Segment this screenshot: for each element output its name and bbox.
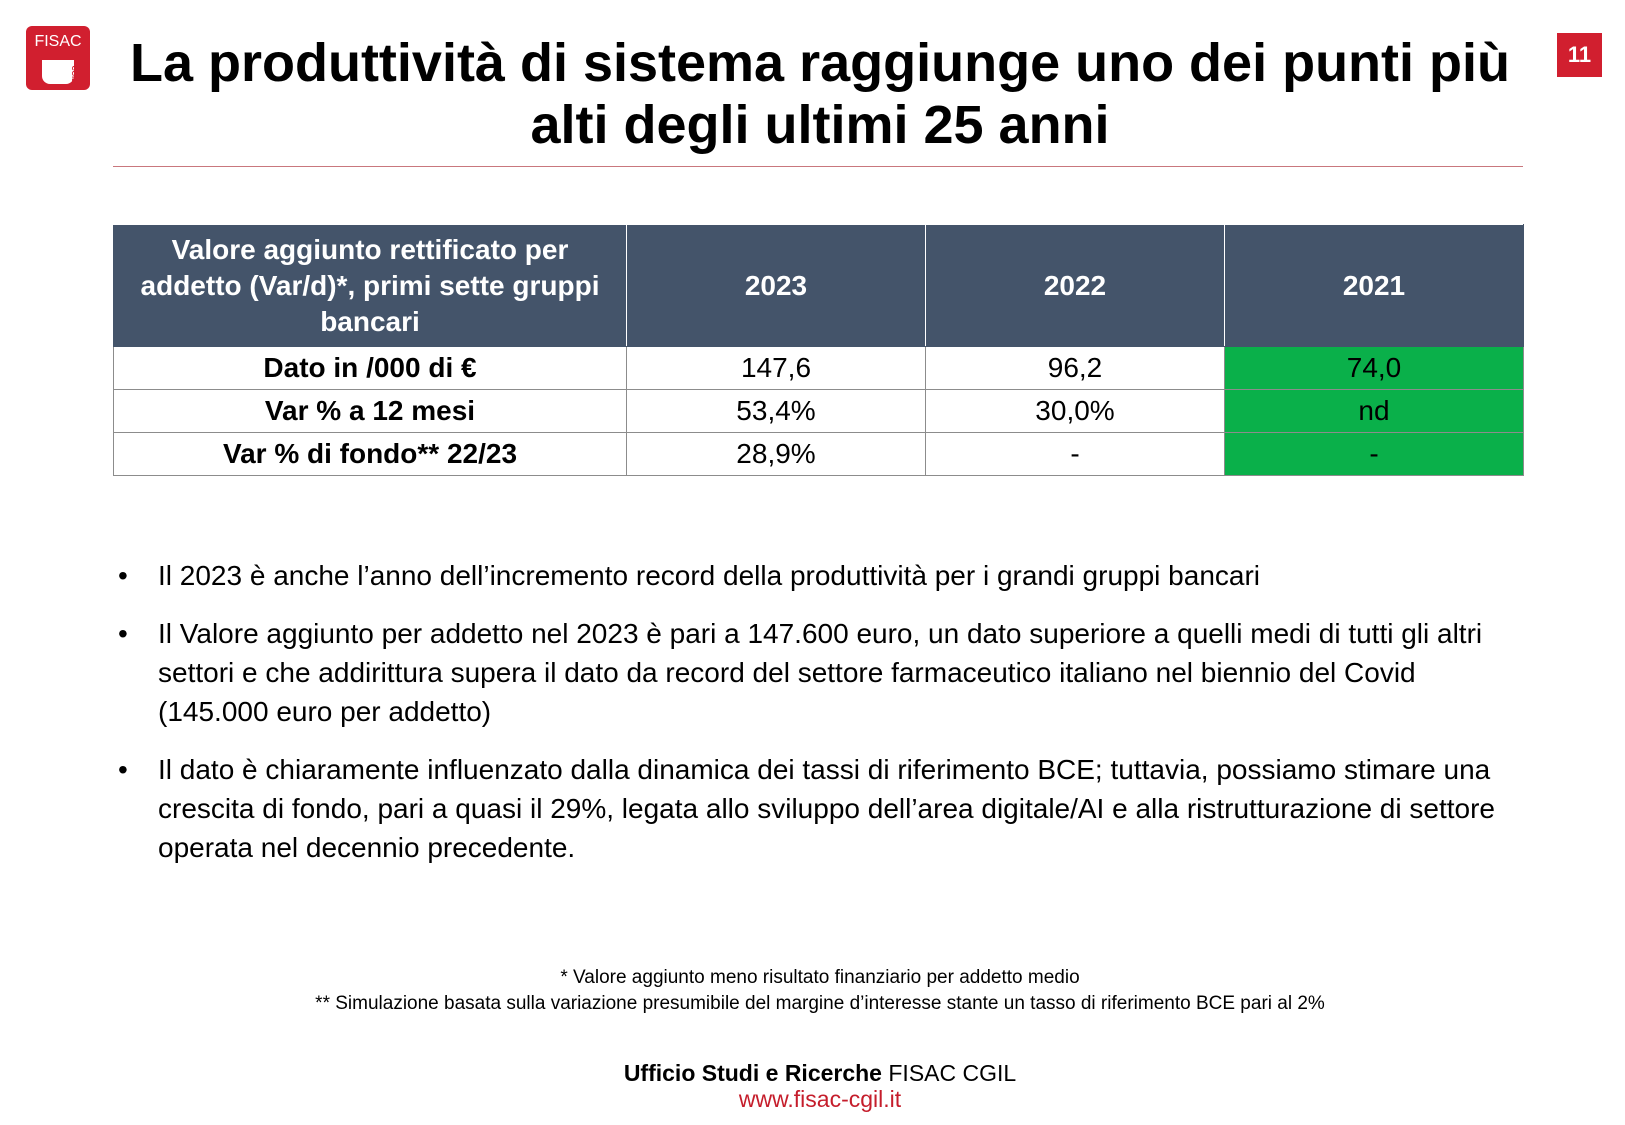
- table-header-label: Valore aggiunto rettificato per addetto (Var/d)*, primi sette gruppi bancari: [114, 225, 627, 347]
- bullet-item: [118, 556, 1518, 595]
- table-cell: 96,2: [926, 347, 1225, 390]
- bullet-dot-icon: •: [118, 618, 128, 649]
- table-header-year: 2023: [627, 225, 926, 347]
- bullet-text: Il Valore aggiunto per addetto nel 2023 è pari a 147.600 euro, un dato superiore a quelli medi di tutti gli altri settori e che addirittura supera il dato da record del settore farmaceutico italiano nel biennio del Covid (145.000 euro per addetto): [158, 618, 1483, 727]
- logo-text: FISAC: [34, 33, 82, 50]
- footer-org: FISAC CGIL: [888, 1060, 1017, 1086]
- productivity-table: [113, 224, 1524, 476]
- table-row: [114, 390, 1524, 433]
- row-label: Var % di fondo** 22/23: [114, 433, 627, 476]
- bullet-text: Il 2023 è anche l’anno dell’incremento record della produttività per i grandi gruppi bancari: [158, 560, 1261, 591]
- table-cell: 28,9%: [627, 433, 926, 476]
- fisac-cgil-logo: [26, 26, 90, 90]
- bullet-text: Il dato è chiaramente influenzato dalla dinamica dei tassi di riferimento BCE; tuttavia, possiamo stimare una crescita di fondo, pari a quasi il 29%, legata allo sviluppo dell’area digitale/AI e alla ristrutturazione di settore operata nel decennio precedente.: [158, 754, 1495, 863]
- table-row: [114, 433, 1524, 476]
- title-divider: [113, 166, 1523, 167]
- row-label: Dato in /000 di €: [114, 347, 627, 390]
- table-cell-highlighted: nd: [1225, 390, 1524, 433]
- logo-side-text: CGIL: [70, 65, 77, 83]
- bullet-dot-icon: •: [118, 560, 128, 591]
- slide-title: La produttività di sistema raggiunge uno dei punti più alti degli ultimi 25 anni: [129, 33, 1511, 155]
- footer-url-link[interactable]: www.fisac-cgil.it: [738, 1086, 902, 1112]
- row-label: Var % a 12 mesi: [114, 390, 627, 433]
- page-number-badge: 11: [1557, 33, 1602, 77]
- footer: [110, 1060, 1530, 1112]
- bullet-item: [118, 750, 1518, 867]
- table-cell: 53,4%: [627, 390, 926, 433]
- table-cell-highlighted: -: [1225, 433, 1524, 476]
- footer-credit: [110, 1060, 1530, 1086]
- bullet-item: [118, 614, 1518, 731]
- bullet-list: [118, 556, 1518, 886]
- table-header-row: [114, 225, 1524, 347]
- table-cell: -: [926, 433, 1225, 476]
- bullet-dot-icon: •: [118, 754, 128, 785]
- table-header-year: 2022: [926, 225, 1225, 347]
- table-cell: 147,6: [627, 347, 926, 390]
- table-cell: 30,0%: [926, 390, 1225, 433]
- footnote: ** Simulazione basata sulla variazione presumibile del margine d’interesse stante un tasso di riferimento BCE pari al 2%: [315, 993, 1325, 1014]
- table-row: [114, 347, 1524, 390]
- table-header-year: 2021: [1225, 225, 1524, 347]
- table-cell-highlighted: 74,0: [1225, 347, 1524, 390]
- footer-office: Ufficio Studi e Ricerche: [623, 1060, 882, 1086]
- footnotes: [110, 965, 1530, 1017]
- footnote: * Valore aggiunto meno risultato finanziario per addetto medio: [560, 967, 1080, 988]
